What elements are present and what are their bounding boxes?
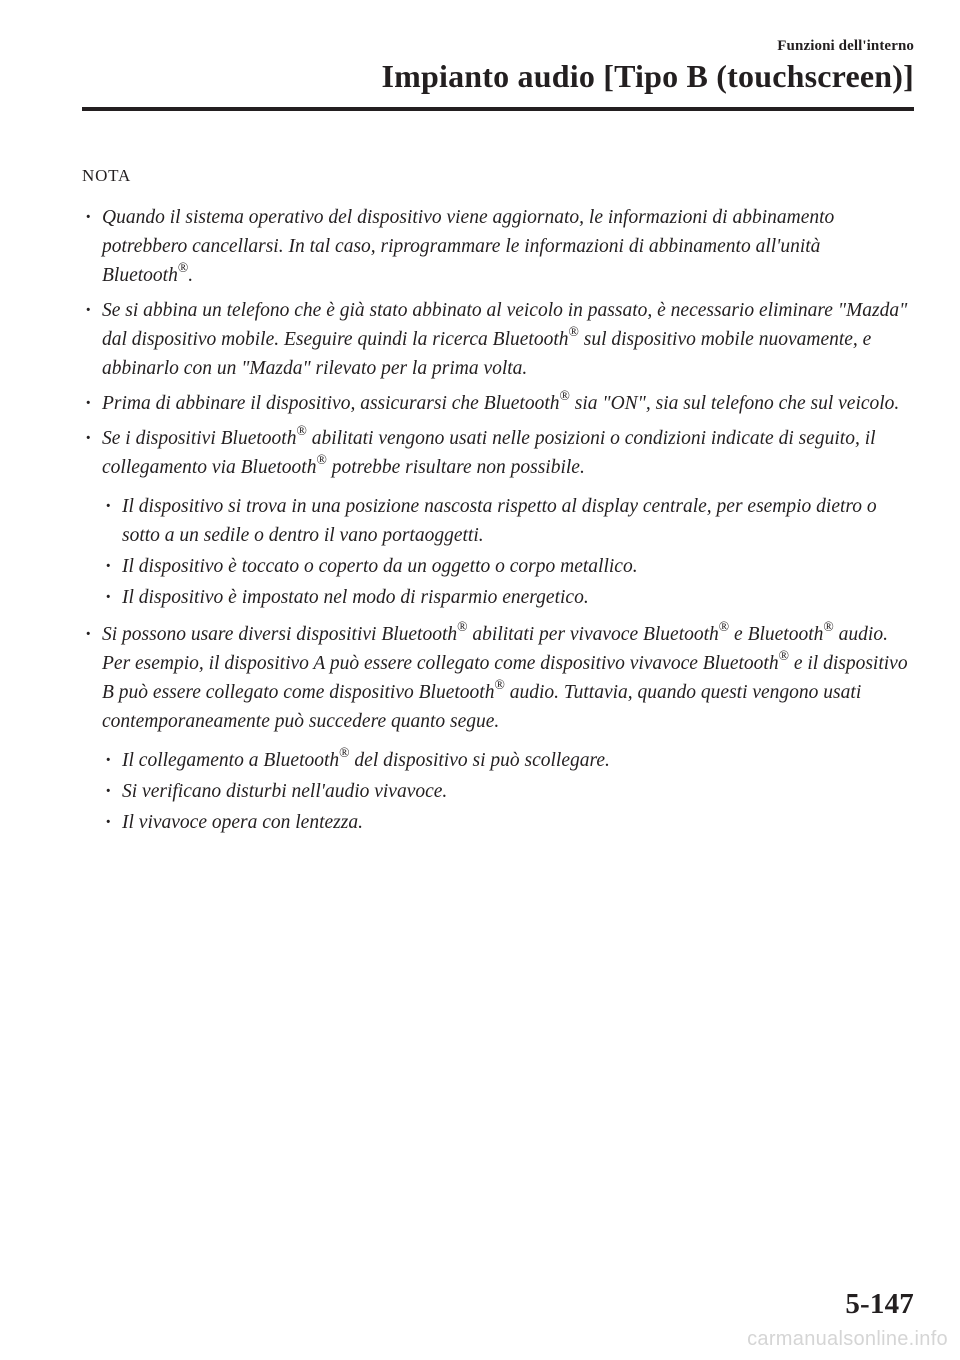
chapter-title: Impianto audio [Tipo B (touchscreen)] [381,58,914,94]
note-block [82,161,914,845]
note-text: Prima di abbinare il dispositivo, assicurarsi che Bluetooth [102,393,560,414]
sub-text: del dispositivo si può scollegare. [349,750,610,771]
sub-item: · Il vivavoce opera con lentezza. [102,808,914,837]
registered-mark: ® [494,677,505,693]
note-item-bluetooth-on [82,389,914,418]
note-text: potrebbe risultare non possibile. [326,457,585,478]
registered-mark: ® [559,388,570,404]
note-text: Si possono usare diversi dispositivi Bluetooth [102,624,458,645]
note-item-connection-conditions [82,424,914,612]
registered-mark: ® [316,452,327,468]
note-text: . [188,265,194,286]
note-text: Quando il sistema operativo del dispositivo viene aggiornato, le informazioni di abbinamento potrebbero cancellarsi. In tal caso, riprogrammare le informazioni di abbinamento all'unità Bluetooth [102,207,835,286]
note-item-multiple-devices [82,620,914,837]
condition-sublist [102,492,914,612]
sub-item: · Si verificano disturbi nell'audio vivavoce. [102,777,914,806]
header-rule [82,107,914,111]
sub-item: · Il dispositivo è toccato o coperto da un oggetto o corpo metallico. [102,552,914,581]
registered-mark: ® [296,423,307,439]
registered-mark: ® [339,745,350,761]
registered-mark: ® [823,619,834,635]
sub-item [102,746,914,775]
note-text: audio. Tuttavia, quando questi vengono usati contemporaneamente può succedere quanto segue. [102,682,862,732]
note-item-repairing [82,296,914,383]
note-text: abilitati per vivavoce Bluetooth [467,624,719,645]
registered-mark: ® [568,324,579,340]
registered-mark: ® [457,619,468,635]
note-list [82,203,914,837]
page-number: 5-147 [845,1288,914,1320]
registered-mark: ® [718,619,730,635]
note-text: sia "ON", sia sul telefono che sul veicolo. [569,393,900,414]
note-text: audio. Per esempio, il dispositivo A può essere collegato come dispositivo vivavoce Bluetooth [102,624,888,674]
sub-item: · Il dispositivo è impostato nel modo di risparmio energetico. [102,583,914,612]
note-title: NOTA [82,166,132,185]
watermark: carmanualsonline.info [747,1328,948,1350]
note-text: Se si abbina un telefono che è già stato abbinato al veicolo in passato, è necessario eliminare "Mazda" dal dispositivo mobile. Eseguire quindi la ricerca Bluetooth [102,300,908,350]
note-text: abilitati vengono usati nelle posizioni o condizioni indicate di seguito, il collegamento via Bluetooth [102,428,876,478]
sub-item: · Il dispositivo si trova in una posizione nascosta rispetto al display centrale, per esempio dietro o sotto a un sedile o dentro il vano portaoggetti. [102,492,914,550]
simultaneous-use-sublist [102,746,914,837]
section-label: Funzioni dell'interno [777,38,914,54]
note-text: e il dispositivo B può essere collegato come dispositivo Bluetooth [102,653,908,703]
note-item-os-update [82,203,914,290]
registered-mark: ® [177,260,189,276]
registered-mark: ® [778,648,789,664]
note-text: e Bluetooth [729,624,824,645]
note-text: Se i dispositivi Bluetooth [102,428,297,449]
note-text: sul dispositivo mobile nuovamente, e abbinarlo con un "Mazda" rilevato per la prima volta. [102,329,872,379]
sub-text: Il collegamento a Bluetooth [122,750,340,771]
